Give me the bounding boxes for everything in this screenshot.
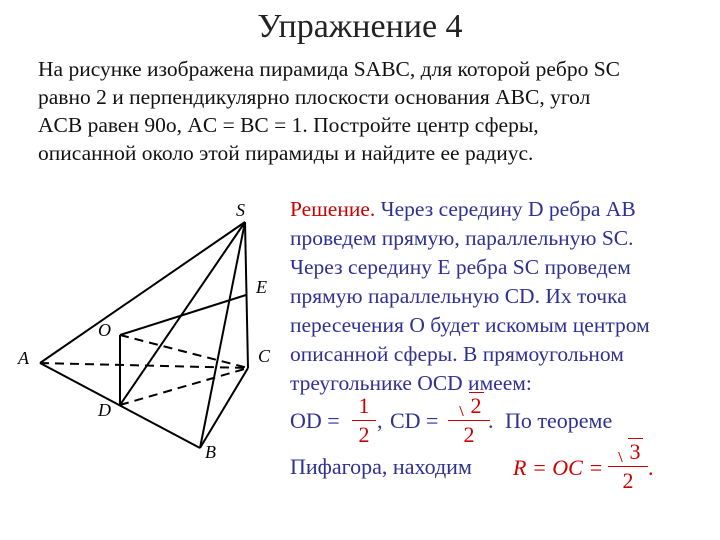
theorem-text: По теореме bbox=[505, 408, 613, 433]
fraction-od bbox=[352, 394, 376, 447]
solution-line: пересечения O будет искомым центром bbox=[290, 313, 650, 337]
solution-line: проведем прямую, параллельную SC. bbox=[290, 226, 634, 250]
fraction-numerator bbox=[448, 394, 490, 418]
solution-line bbox=[290, 195, 710, 224]
problem-line: описанной около этой пирамиды и найдите ее радиус. bbox=[38, 141, 534, 165]
fraction-r bbox=[608, 440, 648, 493]
problem-line: ACB равен 90о, AC = BC = 1. Постройте центр сферы, bbox=[38, 113, 539, 137]
problem-text bbox=[38, 55, 698, 167]
label-E: E bbox=[256, 277, 267, 297]
fraction-denominator: 2 bbox=[358, 422, 370, 447]
fraction-bar bbox=[448, 420, 490, 421]
slide-title: Упражнение 4 bbox=[257, 8, 463, 45]
label-D: D bbox=[98, 400, 111, 420]
comma: , bbox=[377, 408, 383, 433]
solution-line: Через середину E ребра SC проведем bbox=[290, 255, 631, 279]
formula-od: OD = bbox=[290, 408, 340, 433]
problem-line: равно 2 и перпендикулярно плоскости основания ABC, угол bbox=[38, 85, 591, 109]
problem-line: На рисунке изображена пирамида SABC, для которой ребро SC bbox=[38, 57, 621, 81]
end-dot: . bbox=[648, 455, 654, 480]
label-S: S bbox=[236, 200, 245, 220]
label-A: A bbox=[18, 348, 29, 368]
dot: . bbox=[488, 408, 494, 433]
formula-r: R = OC = bbox=[513, 455, 604, 480]
solution-line: прямую параллельную CD. Их точка bbox=[290, 284, 627, 308]
solution-text bbox=[290, 195, 710, 398]
fraction-denominator: 2 bbox=[463, 422, 475, 447]
fraction-bar bbox=[608, 466, 648, 467]
fraction-denominator: 2 bbox=[622, 468, 634, 493]
label-B: B bbox=[205, 442, 216, 462]
formula-cd: CD = bbox=[390, 408, 439, 433]
pythagoras-text: Пифагора, находим bbox=[290, 454, 472, 479]
label-C: C bbox=[258, 346, 271, 366]
solution-line: треугольнике OCD имеем: bbox=[290, 371, 532, 395]
fraction-numerator: 1 bbox=[358, 393, 370, 418]
solution-line: описанной сферы. В прямоугольном bbox=[290, 342, 624, 366]
fraction-bar bbox=[352, 420, 376, 421]
fraction-numerator bbox=[608, 440, 648, 464]
solution-heading: Решение. bbox=[290, 197, 376, 221]
fraction-cd bbox=[448, 394, 490, 447]
pyramid-figure bbox=[0, 190, 290, 470]
label-O: O bbox=[98, 320, 111, 340]
sqrt-symbol: 3 bbox=[614, 440, 643, 464]
edge-SA bbox=[40, 222, 245, 363]
solution-line-rest: Через середину D ребра AB bbox=[375, 197, 636, 221]
segment-OC-hidden bbox=[120, 335, 248, 368]
sqrt-symbol: 2 bbox=[455, 394, 484, 418]
